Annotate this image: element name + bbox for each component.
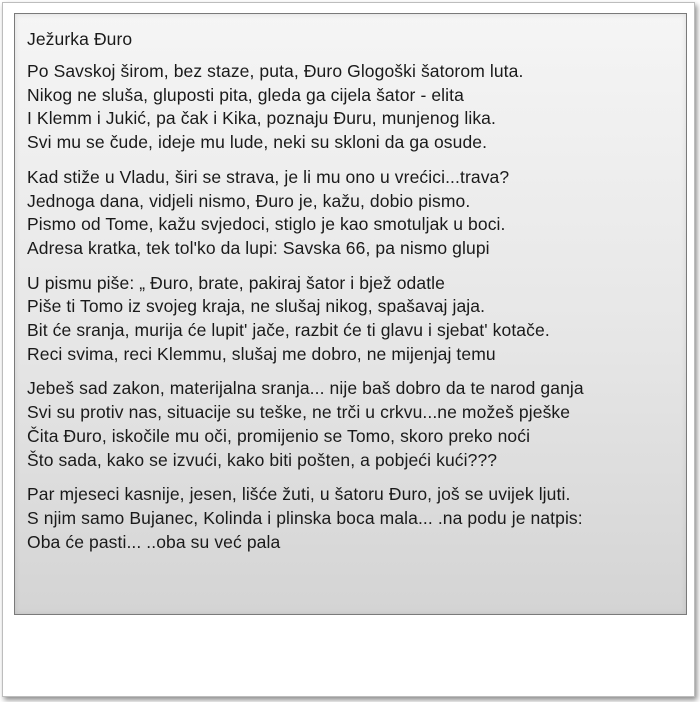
poem-line: Čita Đuro, iskočile mu oči, promijenio se Tomo, skoro preko noći <box>27 425 531 446</box>
poem-content <box>27 28 678 565</box>
poem-line: S njim samo Bujanec, Kolinda i plinska boca mala... .na podu je natpis: <box>27 507 583 528</box>
poem-panel <box>14 13 687 615</box>
stanza-5 <box>27 483 678 554</box>
poem-line: Par mjeseci kasnije, jesen, lišće žuti, u šatoru Đuro, još se uvijek ljuti. <box>27 484 571 505</box>
poem-line: Adresa kratka, tek tol'ko da lupi: Savska 66, pa nismo glupi <box>27 237 490 258</box>
poem-line: Piše ti Tomo iz svojeg kraja, ne slušaj nikog, spašavaj jaja. <box>27 296 486 317</box>
poem-line: Kad stiže u Vladu, širi se strava, je li mu ono u vrećici...trava? <box>27 166 510 187</box>
poem-line: Bit će sranja, murija će lupit' jače, razbit će ti glavu i sjebat' kotače. <box>27 320 550 341</box>
poem-line: Reci svima, reci Klemmu, slušaj me dobro, ne mijenjaj temu <box>27 343 496 364</box>
stanza-3 <box>27 272 678 367</box>
poem-line: Oba će pasti... ..oba su već pala <box>27 531 281 552</box>
poem-line: Nikog ne sluša, gluposti pita, gleda ga cijela šator - elita <box>27 84 464 105</box>
poem-line: Pismo od Tome, kažu svjedoci, stiglo je kao smotuljak u boci. <box>27 214 506 235</box>
poem-line: Što sada, kako se izvući, kako biti pošten, a pobjeći kući??? <box>27 449 498 470</box>
poem-line: Jednoga dana, vidjeli nismo, Đuro je, kažu, dobio pismo. <box>27 190 471 211</box>
poem-line: Po Savskoj širom, bez staze, puta, Đuro Glogoški šatorom luta. <box>27 61 524 81</box>
stanza-4 <box>27 377 678 472</box>
stanza-2 <box>27 166 678 261</box>
poem-line: Svi su protiv nas, situacije su teške, ne trči u crkvu...ne možeš pješke <box>27 402 571 423</box>
poem-line: Svi mu se čude, ideje mu lude, neki su skloni da ga osude. <box>27 132 488 153</box>
poem-line: I Klemm i Jukić, pa čak i Kika, poznaju Đuru, munjenog lika. <box>27 108 496 129</box>
stanza-1 <box>27 60 678 155</box>
image-frame <box>2 2 695 697</box>
poem-title: Ježurka Đuro <box>27 29 133 49</box>
poem-line: U pismu piše: „ Đuro, brate, pakiraj šator i bjež odatle <box>27 272 446 293</box>
poem-line: Jebeš sad zakon, materijalna sranja... nije baš dobro da te narod ganja <box>27 378 584 399</box>
